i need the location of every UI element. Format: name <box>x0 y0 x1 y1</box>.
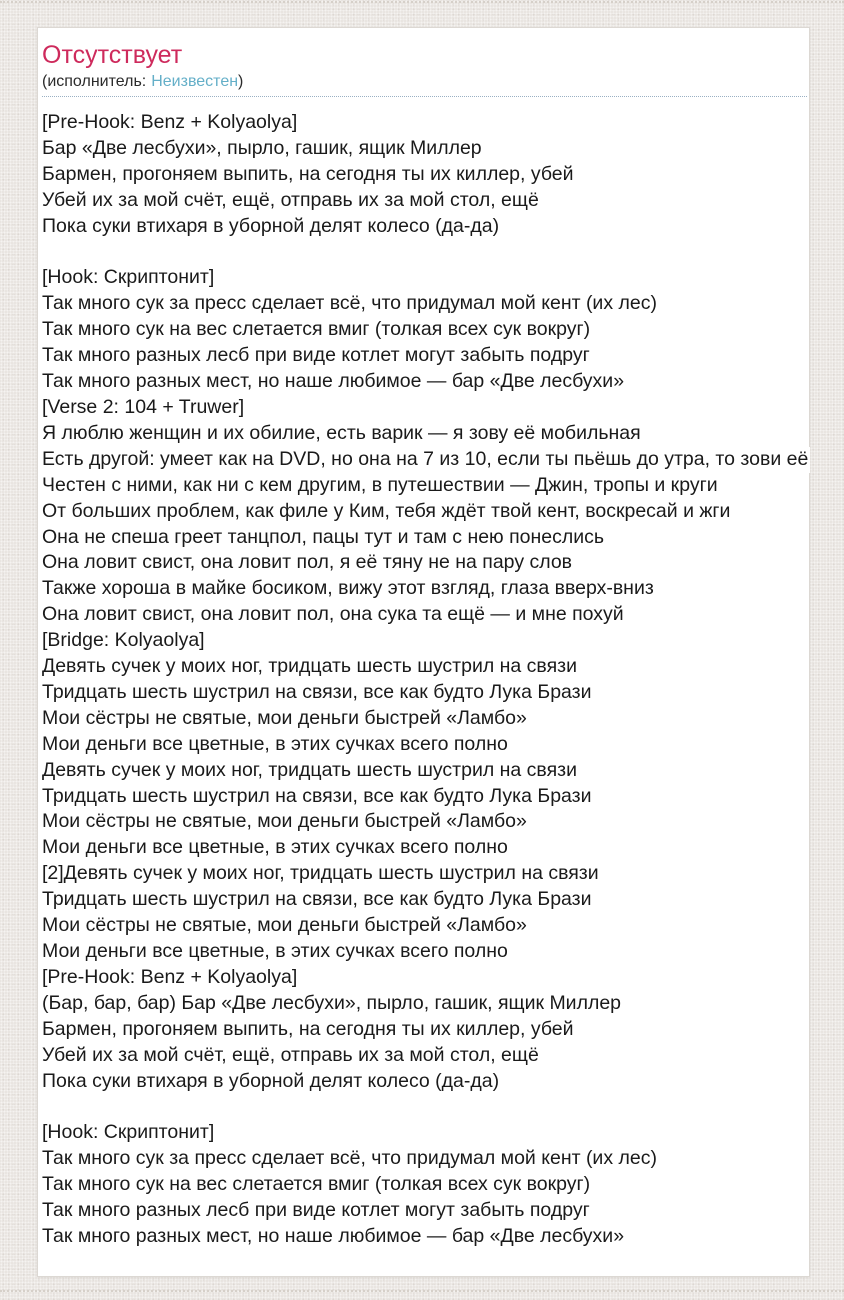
lyric-line: Пока суки втихаря в уборной делят колесо (да-да) <box>42 214 809 240</box>
lyric-line: Честен с ними, как ни с кем другим, в путешествии — Джин, тропы и круги <box>42 473 809 499</box>
lyric-line: Мои сёстры не святые, мои деньги быстрей «Ламбо» <box>42 809 809 835</box>
lyric-line: (Бар, бар, бар) Бар «Две лесбухи», пырло, гашик, ящик Миллер <box>42 991 809 1017</box>
lyric-line: Она ловит свист, она ловит пол, я её тяну не на пару слов <box>42 550 809 576</box>
lyric-line: Пока суки втихаря в уборной делят колесо (да-да) <box>42 1069 809 1095</box>
artist-link[interactable]: Неизвестен <box>151 73 239 90</box>
lyric-line: Бармен, прогоняем выпить, на сегодня ты их киллер, убей <box>42 162 809 188</box>
lyric-line: Так много разных мест, но наше любимое — бар «Две лесбухи» <box>42 369 809 395</box>
lyric-line: Мои сёстры не святые, мои деньги быстрей «Ламбо» <box>42 913 809 939</box>
lyric-line: Я люблю женщин и их обилие, есть варик — я зову её мобильная <box>42 421 809 447</box>
lyrics-card <box>37 27 810 1277</box>
lyric-line: [Pre-Hook: Benz + Kolyaolya] <box>42 965 809 991</box>
lyric-line: [Hook: Скриптонит] <box>42 1120 809 1146</box>
lyric-line: Тридцать шесть шустрил на связи, все как будто Лука Брази <box>42 887 809 913</box>
song-header <box>42 40 807 97</box>
lyric-line: От больших проблем, как филе у Ким, тебя ждёт твой кент, воскресай и жги <box>42 499 809 525</box>
lyric-line: Тридцать шесть шустрил на связи, все как будто Лука Брази <box>42 680 809 706</box>
song-title: Отсутствует <box>42 41 183 69</box>
lyric-line: [Bridge: Kolyaolya] <box>42 628 809 654</box>
lyric-blank-line <box>42 1094 809 1120</box>
lyric-line: Также хороша в майке босиком, вижу этот взгляд, глаза вверх-вниз <box>42 576 809 602</box>
lyric-line: Так много разных лесб при виде котлет могут забыть подруг <box>42 1198 809 1224</box>
bottom-dotted-border <box>0 1290 844 1292</box>
lyric-line: Мои деньги все цветные, в этих сучках всего полно <box>42 939 809 965</box>
lyric-line: Так много разных лесб при виде котлет могут забыть подруг <box>42 343 809 369</box>
top-dotted-border <box>0 1 844 3</box>
lyric-line: Так много сук на вес слетается вмиг (толкая всех сук вокруг) <box>42 1172 809 1198</box>
artist-label-suffix: ) <box>238 73 244 90</box>
lyric-blank-line <box>42 240 809 266</box>
lyric-line: Тридцать шесть шустрил на связи, все как будто Лука Брази <box>42 784 809 810</box>
lyric-line: Есть другой: умеет как на DVD, но она на 7 из 10, если ты пьёшь до утра, то зови её <box>42 447 810 473</box>
artist-label-prefix: (исполнитель: <box>42 73 147 90</box>
lyric-line: Так много сук на вес слетается вмиг (толкая всех сук вокруг) <box>42 317 809 343</box>
lyric-line: Убей их за мой счёт, ещё, отправь их за мой стол, ещё <box>42 1043 809 1069</box>
lyric-line: Бармен, прогоняем выпить, на сегодня ты их киллер, убей <box>42 1017 809 1043</box>
lyric-line: [Pre-Hook: Benz + Kolyaolya] <box>42 110 809 136</box>
lyric-line: Мои деньги все цветные, в этих сучках всего полно <box>42 835 809 861</box>
lyric-line: Так много разных мест, но наше любимое — бар «Две лесбухи» <box>42 1224 809 1250</box>
lyric-line: Бар «Две лесбухи», пырло, гашик, ящик Миллер <box>42 136 809 162</box>
lyric-line: Девять сучек у моих ног, тридцать шесть шустрил на связи <box>42 654 809 680</box>
lyric-line: Мои деньги все цветные, в этих сучках всего полно <box>42 732 809 758</box>
lyric-line: Мои сёстры не святые, мои деньги быстрей «Ламбо» <box>42 706 809 732</box>
lyric-line: [Hook: Скриптонит] <box>42 265 809 291</box>
lyric-line: Она ловит свист, она ловит пол, она сука та ещё — и мне похуй <box>42 602 809 628</box>
lyric-line: Так много сук за пресс сделает всё, что придумал мой кент (их лес) <box>42 1146 809 1172</box>
lyric-line: Она не спеша греет танцпол, пацы тут и там с нею понеслись <box>42 525 809 551</box>
lyric-line: [Verse 2: 104 + Truwer] <box>42 395 809 421</box>
lyrics-text <box>42 110 809 1250</box>
lyric-line: [2]Девять сучек у моих ног, тридцать шесть шустрил на связи <box>42 861 809 887</box>
lyric-line: Так много сук за пресс сделает всё, что придумал мой кент (их лес) <box>42 291 809 317</box>
artist-line <box>42 72 807 92</box>
lyric-line: Девять сучек у моих ног, тридцать шесть шустрил на связи <box>42 758 809 784</box>
lyric-line: Убей их за мой счёт, ещё, отправь их за мой стол, ещё <box>42 188 809 214</box>
